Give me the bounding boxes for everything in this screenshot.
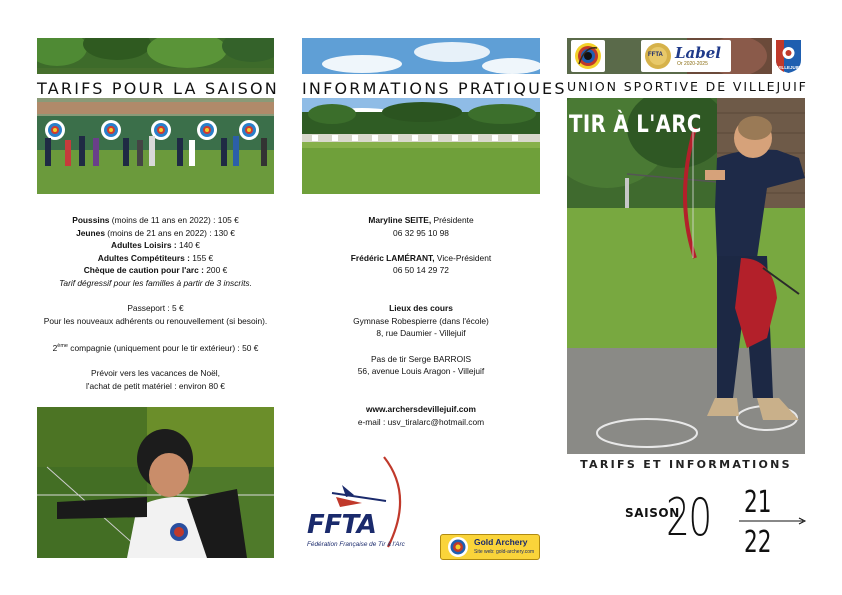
- lieux-title: Lieux des cours: [389, 303, 453, 314]
- label-or-year: Or 2020-2025: [677, 61, 708, 67]
- ffta-name: FFTA: [307, 510, 377, 540]
- contacts-block: [302, 214, 540, 428]
- young-archer-photo: [37, 407, 274, 558]
- ffta-logo: [302, 455, 422, 565]
- sport-title: TIR À L'ARC: [569, 110, 702, 138]
- tarif-line: Adultes Compétiteurs : 155 €: [97, 252, 214, 263]
- website-link[interactable]: www.archersdevillejuif.com: [366, 403, 476, 414]
- panel-cover: [567, 0, 808, 595]
- field-photo: [302, 98, 540, 194]
- label-text: Label: [675, 44, 721, 62]
- lieu2-name: Pas de tir Serge BARROIS: [370, 353, 472, 364]
- president-phone: 06 32 95 10 98: [393, 227, 449, 238]
- gold-archery-name: Gold Archery: [474, 537, 528, 547]
- lieu1-address: 8, rue Daumier - Villejuif: [376, 328, 466, 339]
- club-name: UNION SPORTIVE DE VILLEJUIF: [567, 79, 808, 94]
- vp-line: Frédéric LAMÉRANT, Vice-Président: [350, 252, 492, 263]
- club-archer-logo: [571, 40, 605, 72]
- infos-title: INFORMATIONS PRATIQUES: [302, 79, 567, 98]
- ffta-subtitle: Fédération Française de Tir à l'Arc: [307, 541, 405, 548]
- compagnie-line: 2ème compagnie (uniquement pour le tir extérieur) : 50 €: [52, 342, 259, 353]
- arrow-icon: [739, 516, 807, 526]
- label-or-logo: [641, 40, 731, 72]
- saison-label: SAISON: [625, 506, 680, 520]
- archers-group-photo: [37, 98, 274, 194]
- villejuif-badge-text: VILLEJUIF: [777, 65, 800, 70]
- year-century: 20: [666, 488, 711, 548]
- tarif-line: Chèque de caution pour l'arc : 200 €: [83, 265, 228, 276]
- passeport-note: Pour les nouveaux adhérents ou renouvellement (si besoin).: [43, 315, 268, 326]
- year-start: 21: [744, 485, 772, 520]
- gold-archery-logo: [440, 534, 540, 560]
- villejuif-badge: [772, 38, 805, 74]
- president-line: Maryline SEITE, Présidente: [368, 215, 474, 225]
- label-ffta-text: FFTA: [648, 52, 663, 58]
- panel-tarifs: [37, 0, 279, 595]
- noel-line-1: Prévoir vers les vacances de Noël,: [91, 367, 220, 378]
- cover-subtitle: TARIFS ET INFORMATIONS: [580, 458, 792, 471]
- trees-photo: [37, 38, 274, 74]
- main-archer-photo: [567, 98, 805, 454]
- tarifs-title: TARIFS POUR LA SAISON: [37, 79, 279, 98]
- tarifs-block: [37, 214, 274, 392]
- gold-archery-website: Site web: gold-archery.com: [474, 549, 535, 555]
- passeport-price: Passeport : 5 €: [127, 303, 184, 314]
- sky-photo: [302, 38, 540, 74]
- year-end: 22: [744, 525, 772, 560]
- tarif-line: Jeunes (moins de 21 ans en 2022) : 130 €: [76, 227, 235, 238]
- vp-phone: 06 50 14 29 72: [393, 265, 449, 276]
- email-link[interactable]: e-mail : usv_tiralarc@hotmail.com: [357, 416, 485, 427]
- tarif-degressif: Tarif dégressif pour les familles à partir de 3 inscrits.: [59, 277, 252, 288]
- lieu1-name: Gymnase Robespierre (dans l'école): [353, 315, 489, 326]
- noel-line-2: l'achat de petit matériel : environ 80 €: [86, 380, 225, 391]
- tarif-line: Poussins (moins de 11 ans en 2022) : 105 €: [72, 215, 239, 225]
- tarif-line: Adultes Loisirs : 140 €: [111, 240, 200, 251]
- lieu2-address: 56, avenue Louis Aragon - Villejuif: [357, 366, 485, 377]
